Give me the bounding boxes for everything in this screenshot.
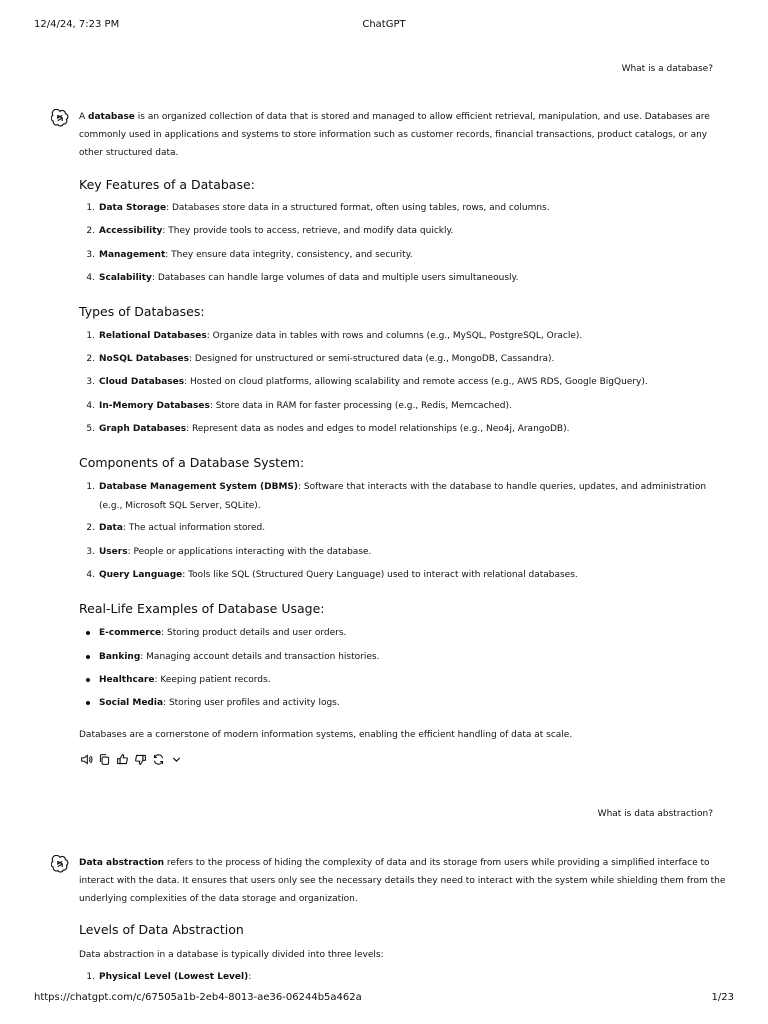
regenerate-icon[interactable] — [151, 752, 165, 766]
list-item: 1. Database Management System (DBMS): Software that interacts with the database to handle queries, updates, and administration (e.g., Microsoft SQL Server, SQLite). — [86, 482, 707, 511]
page-number: 1/23 — [711, 992, 734, 1003]
thumbs-down-icon[interactable] — [133, 752, 147, 766]
answer-closing: Databases are a cornerstone of modern information systems, enabling the efficient handling of data at scale. — [79, 730, 573, 740]
thumbs-up-icon[interactable] — [115, 752, 129, 766]
openai-logo-icon — [51, 855, 69, 873]
list-item: 4. Scalability: Databases can handle large volumes of data and multiple users simultaneously. — [86, 273, 519, 283]
page-title: ChatGPT — [362, 19, 406, 30]
list-item: 3. Management: They ensure data integrity, consistency, and security. — [86, 250, 413, 260]
openai-logo-icon — [51, 109, 69, 127]
list-item: Banking: Managing account details and transaction histories. — [99, 648, 729, 667]
section-heading: Types of Databases: — [79, 304, 205, 319]
list-item: 4. In-Memory Databases: Store data in RAM for faster processing (e.g., Redis, Memcached). — [86, 401, 512, 411]
list-item: 1. Physical Level (Lowest Level): — [86, 972, 252, 982]
list-item: Healthcare: Keeping patient records. — [99, 671, 729, 690]
copy-icon[interactable] — [97, 752, 111, 766]
list-item: 5. Graph Databases: Represent data as nodes and edges to model relationships (e.g., Neo4j, ArangoDB). — [86, 424, 570, 434]
user-message: What is data abstraction? — [597, 809, 713, 819]
list-item: 3. Cloud Databases: Hosted on cloud platforms, allowing scalability and remote access (e.g., AWS RDS, Google BigQuery). — [86, 377, 648, 387]
list-item: 2. Accessibility: They provide tools to access, retrieve, and modify data quickly. — [86, 226, 454, 236]
list-item: 2. Data: The actual information stored. — [86, 523, 266, 533]
answer-intro: Data abstraction refers to the process of hiding the complexity of data and its storage from users while providing a simplified interface to interact with the data. It ensures that users only see the necessary details they need to interact with the system while shielding them from the underlying complexities of the data storage and organization. — [79, 858, 726, 904]
section-heading: Levels of Data Abstraction — [79, 922, 244, 937]
list-item: 1. Data Storage: Databases store data in a structured format, often using tables, rows, and columns. — [86, 203, 550, 213]
speaker-icon[interactable] — [79, 752, 93, 766]
section-heading: Key Features of a Database: — [79, 177, 255, 192]
section-heading: Real-Life Examples of Database Usage: — [79, 601, 325, 616]
list-item: 3. Users: People or applications interacting with the database. — [86, 547, 372, 557]
list-item: 4. Query Language: Tools like SQL (Structured Query Language) used to interact with relational databases. — [86, 570, 578, 580]
user-message: What is a database? — [621, 64, 713, 74]
list-item: 1. Relational Databases: Organize data in tables with rows and columns (e.g., MySQL, PostgreSQL, Oracle). — [86, 331, 583, 341]
message-actions — [79, 752, 183, 766]
print-datetime: 12/4/24, 7:23 PM — [34, 19, 120, 30]
list-item: Social Media: Storing user profiles and activity logs. — [99, 694, 729, 713]
list-item: E-commerce: Storing product details and user orders. — [99, 624, 729, 643]
paragraph: Data abstraction in a database is typically divided into three levels: — [79, 950, 384, 960]
list-item: 2. NoSQL Databases: Designed for unstructured or semi-structured data (e.g., MongoDB, Cassandra). — [86, 354, 555, 364]
page-url: https://chatgpt.com/c/67505a1b-2eb4-8013-ae36-06244b5a462a — [34, 992, 362, 1003]
section-heading: Components of a Database System: — [79, 455, 305, 470]
chevron-down-icon[interactable] — [169, 752, 183, 766]
answer-intro: A database is an organized collection of data that is stored and managed to allow efficient retrieval, manipulation, and use. Databases are commonly used in applications and systems to store information such as customer records, financial transactions, product catalogs, or any other structured data. — [79, 112, 710, 158]
